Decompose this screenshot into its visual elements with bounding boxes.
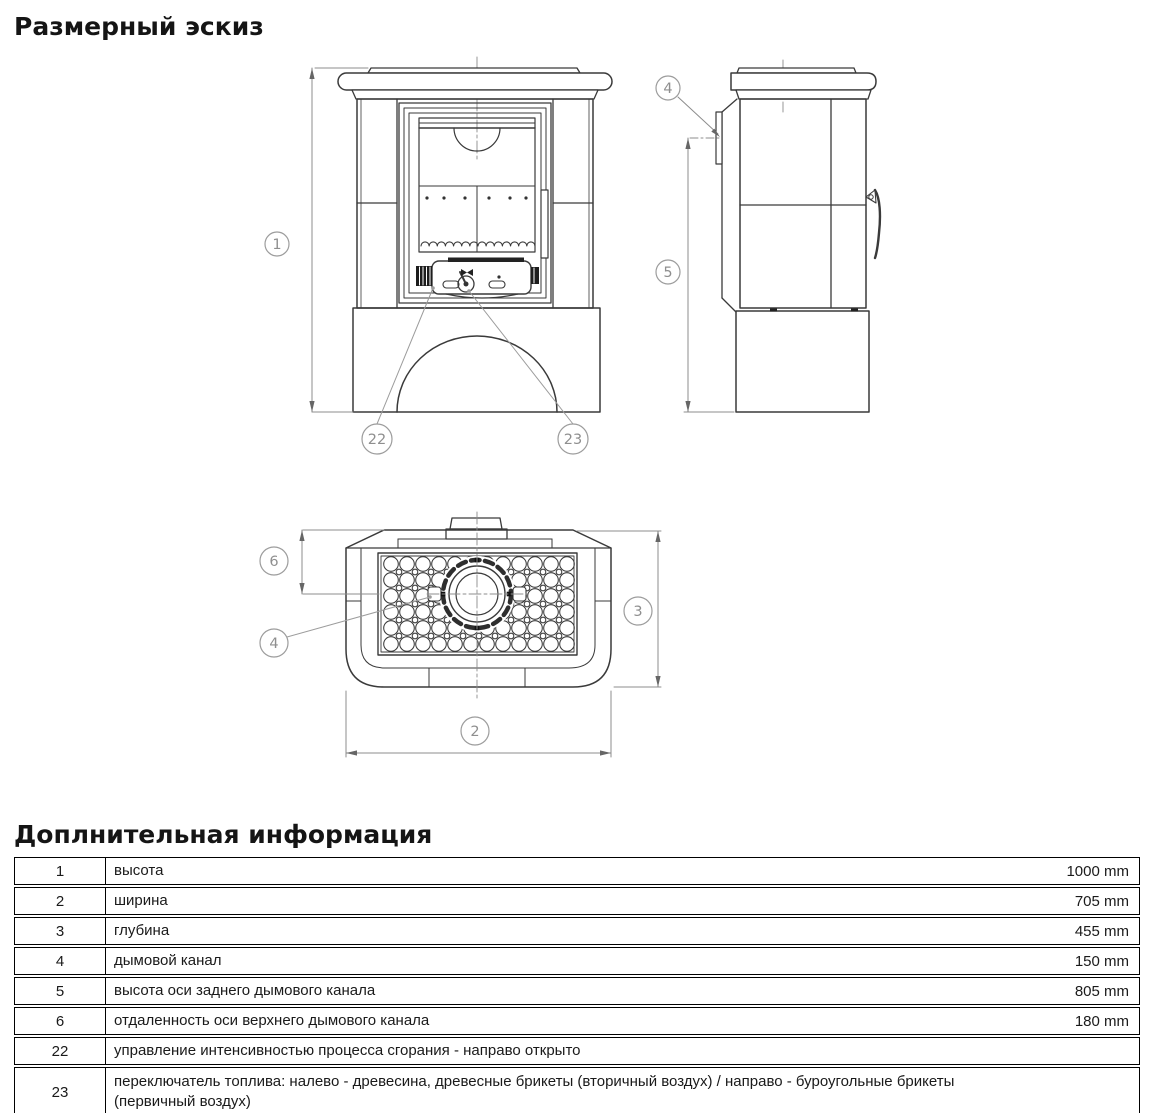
- row-value: 455 mm: [1074, 922, 1129, 940]
- row-value: 150 mm: [1074, 952, 1129, 970]
- table-row: [14, 1067, 1140, 1113]
- row-number: 5: [15, 978, 106, 1004]
- page-title: Размерный эскиз: [14, 12, 264, 41]
- row-label: ширина: [114, 892, 168, 909]
- row-value: 180 mm: [1074, 1012, 1129, 1030]
- top-view-drawing: [346, 512, 611, 700]
- table-row: [14, 857, 1140, 885]
- callout-22: [362, 424, 392, 454]
- row-label: высота: [114, 862, 164, 879]
- callout-4-top-label: 4: [269, 636, 279, 653]
- row-label: переключатель топлива: налево - древесина, древесные брикеты (вторичный воздух) / направо - буроугольные брикеты (первичный воздух): [114, 1073, 955, 1110]
- row-number: 3: [15, 918, 106, 944]
- table-row: [14, 1037, 1140, 1065]
- row-label: высота оси заднего дымового канала: [114, 982, 376, 999]
- leader-lines-front: [377, 286, 573, 424]
- callout-6-label: 6: [269, 554, 279, 571]
- row-label: управление интенсивностью процесса сгорания - направо открыто: [114, 1042, 581, 1059]
- callout-3: [624, 597, 652, 625]
- dim-height: [309, 68, 368, 412]
- row-label: глубина: [114, 922, 170, 939]
- table-row: [14, 887, 1140, 915]
- row-number: 23: [15, 1068, 106, 1113]
- callout-2-label: 2: [470, 724, 480, 741]
- front-view-drawing: [338, 57, 612, 412]
- row-number: 22: [15, 1038, 106, 1064]
- callout-1: [265, 232, 289, 256]
- callout-4-side: [656, 76, 680, 100]
- callout-5: [656, 260, 680, 284]
- callout-2: [461, 717, 489, 745]
- row-number: 4: [15, 948, 106, 974]
- callout-23: [558, 424, 588, 454]
- row-value: 805 mm: [1074, 982, 1129, 1000]
- row-label: отдаленность оси верхнего дымового канала: [114, 1012, 430, 1029]
- callout-4-side-label: 4: [663, 81, 673, 98]
- row-number: 6: [15, 1008, 106, 1034]
- row-number: 1: [15, 858, 106, 884]
- control-unit: [416, 258, 539, 299]
- callout-22-label: 22: [367, 432, 387, 449]
- callout-23-label: 23: [563, 432, 583, 449]
- callout-1-label: 1: [272, 237, 282, 254]
- row-value: 705 mm: [1074, 892, 1129, 910]
- callout-4-top: [260, 629, 288, 657]
- table-row: [14, 947, 1140, 975]
- section-title-additional-info: Доплнительная информация: [14, 820, 433, 849]
- dim-top-offset: [299, 530, 384, 594]
- table-row: [14, 977, 1140, 1005]
- callout-3-label: 3: [633, 604, 643, 621]
- dimensions-table: [14, 857, 1140, 1113]
- callout-5-label: 5: [663, 265, 673, 282]
- row-label: дымовой канал: [114, 952, 222, 969]
- dim-rear-flue: [678, 97, 734, 412]
- table-row: [14, 1007, 1140, 1035]
- callout-6: [260, 547, 288, 575]
- side-view-drawing: [716, 60, 880, 412]
- row-number: 2: [15, 888, 106, 914]
- table-row: [14, 917, 1140, 945]
- row-value: 1000 mm: [1066, 862, 1129, 880]
